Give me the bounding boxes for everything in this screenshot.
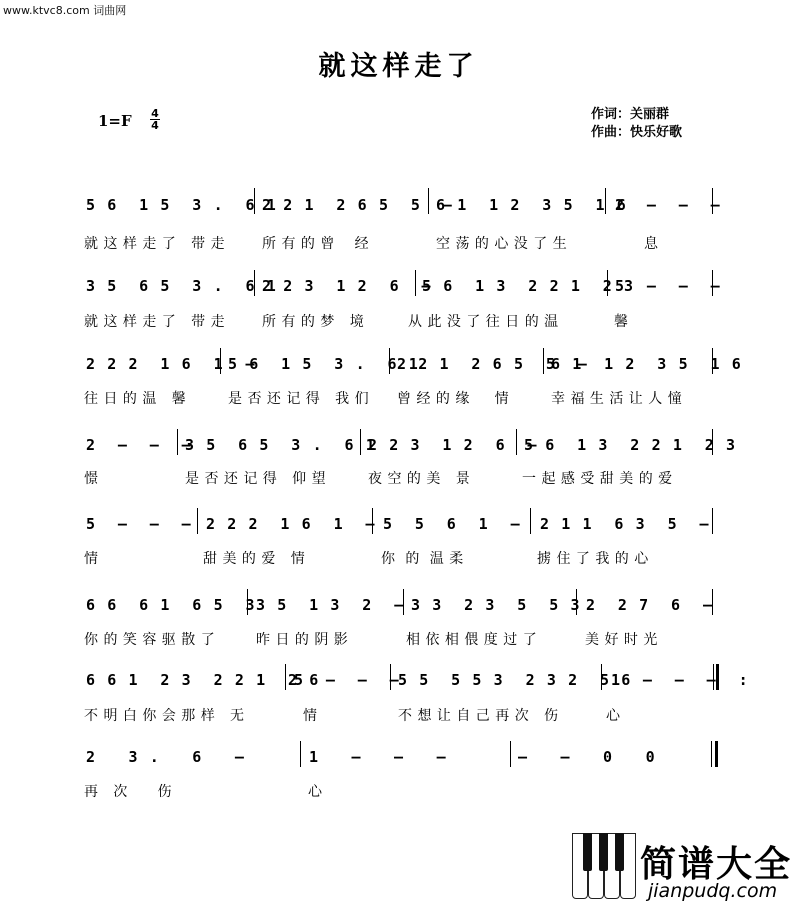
lyric-line: 甜 美 的 爱 情	[203, 551, 306, 567]
lyric-line: 情	[84, 551, 99, 567]
lyric-line: 再 次 伤	[84, 784, 173, 800]
lyric-line: 昨 日 的 阴 影	[256, 632, 349, 648]
measure-notes: 2 2 7 6 –	[586, 596, 714, 614]
logo-url: jianpudq.com	[648, 880, 778, 902]
barline	[712, 508, 713, 534]
lyric-line: 美 好 时 光	[585, 632, 658, 648]
lyric-line: 是 否 还 记 得 我 们	[228, 391, 370, 407]
lyric-line: 你 的 笑 容 驱 散 了	[84, 632, 216, 648]
measure-notes: 1 – – – :	[611, 671, 750, 689]
measure-notes: 6 6 1 2 3 2 2 1 2 6	[86, 671, 320, 689]
measure-notes: 5 6 1 5 3 . 6 1	[86, 196, 278, 214]
lyric-line: 不 想 让 自 己 再 次 伤	[398, 708, 559, 724]
barline	[300, 741, 301, 767]
measure-notes: 5 6 1 3 2 2 1 2 3	[422, 277, 635, 295]
measure-notes: – – 0 0	[518, 748, 657, 766]
measure-notes: 6 6 6 1 6 5 3	[86, 596, 257, 614]
lyric-line: 相 依 相 偎 度 过 了	[406, 632, 538, 648]
measure-notes: 3 3 2 3 5 5 3	[411, 596, 582, 614]
measure-notes: 2 1 1 6 3 5 –	[540, 515, 711, 533]
measure-notes: 3 5 1 3 2 –	[256, 596, 405, 614]
lyric-line: 所 有 的 曾 经	[262, 236, 370, 252]
time-signature	[150, 108, 160, 131]
measure-notes: 2 – – –	[86, 436, 193, 454]
lyric-line: 憬	[84, 471, 99, 487]
lyric-line: 往 日 的 温 馨	[84, 391, 187, 407]
lyric-line: 掳 住 了 我 的 心	[537, 551, 649, 567]
measure-notes: 6 1 1 2 3 5 1 6	[551, 355, 743, 373]
lyric-line: 空 荡 的 心 没 了 生	[436, 236, 568, 252]
barline	[197, 508, 198, 534]
measure-notes: 2 – – –	[615, 196, 722, 214]
measure-notes: 5 – – –	[294, 671, 401, 689]
measure-notes: 2 2 2 1 6 1 –	[86, 355, 257, 373]
lyric-line: 心	[606, 708, 621, 724]
piano-keys-icon	[572, 833, 636, 901]
measure-notes: 2 2 3 1 2 6 –	[368, 436, 539, 454]
lyric-line: 不 明 白 你 会 那 样 无	[84, 708, 245, 724]
measure-notes: 2 2 3 1 2 6 –	[262, 277, 433, 295]
lyric-line: 曾 经 的 缘 情	[397, 391, 510, 407]
measure-notes: 5 – – –	[615, 277, 722, 295]
measure-notes: 2 3 . 6 –	[86, 748, 246, 766]
lyric-line: 幸 福 生 活 让 人 憧	[551, 391, 683, 407]
time-signature-bottom: 4	[151, 119, 159, 132]
measure-notes: 2 2 1 2 6 5 5 –	[397, 355, 589, 373]
lyricist-credit: 作词：关丽群	[591, 107, 670, 122]
measure-notes: 5 6 1 3 2 2 1 2 3	[524, 436, 737, 454]
lyric-line: 就 这 样 走 了 带 走	[84, 314, 226, 330]
lyric-line: 所 有 的 梦 境	[262, 314, 365, 330]
final-barline-thick	[715, 741, 718, 767]
barline	[530, 508, 531, 534]
measure-notes: 1 – – –	[309, 748, 448, 766]
measure-notes: 5 5 6 1 –	[383, 515, 522, 533]
lyric-line: 心	[308, 784, 323, 800]
measure-notes: 5 6 1 5 3 . 6 1	[228, 355, 420, 373]
lyric-line: 馨	[614, 314, 629, 330]
lyric-line: 就 这 样 走 了 带 走	[84, 236, 226, 252]
measure-notes: 5 – – –	[86, 515, 193, 533]
barline	[510, 741, 511, 767]
measure-notes: 3 5 6 5 3 . 6 1	[86, 277, 278, 295]
final-barline	[711, 741, 712, 767]
composer-credit: 作曲：快乐好歌	[591, 125, 683, 140]
lyric-line: 夜 空 的 美 景	[368, 471, 471, 487]
measure-notes: 6 1 1 2 3 5 1 6	[436, 196, 628, 214]
song-title: 就这样走了	[318, 51, 479, 82]
logo-name: 简谱大全	[640, 844, 793, 885]
site-watermark: www.ktvc8.com 词曲网	[3, 4, 127, 17]
measure-notes: 3 5 6 5 3 . 6 1	[185, 436, 377, 454]
lyric-line: 从 此 没 了 往 日 的 温	[408, 314, 559, 330]
lyric-line: 你 的 温 柔	[381, 551, 464, 567]
measure-notes: 5 5 5 5 3 2 3 2 5 6	[398, 671, 632, 689]
lyric-line: 一 起 感 受 甜 美 的 爱	[522, 471, 673, 487]
lyric-line: 是 否 还 记 得 仰 望	[185, 471, 327, 487]
lyric-line: 息	[644, 236, 659, 252]
measure-notes: 2 2 2 1 6 1 –	[206, 515, 377, 533]
lyric-line: 情	[303, 708, 318, 724]
measure-notes: 2 2 1 2 6 5 5 –	[262, 196, 454, 214]
key-signature: 1=F	[98, 112, 132, 130]
time-signature-top: 4	[151, 107, 159, 120]
